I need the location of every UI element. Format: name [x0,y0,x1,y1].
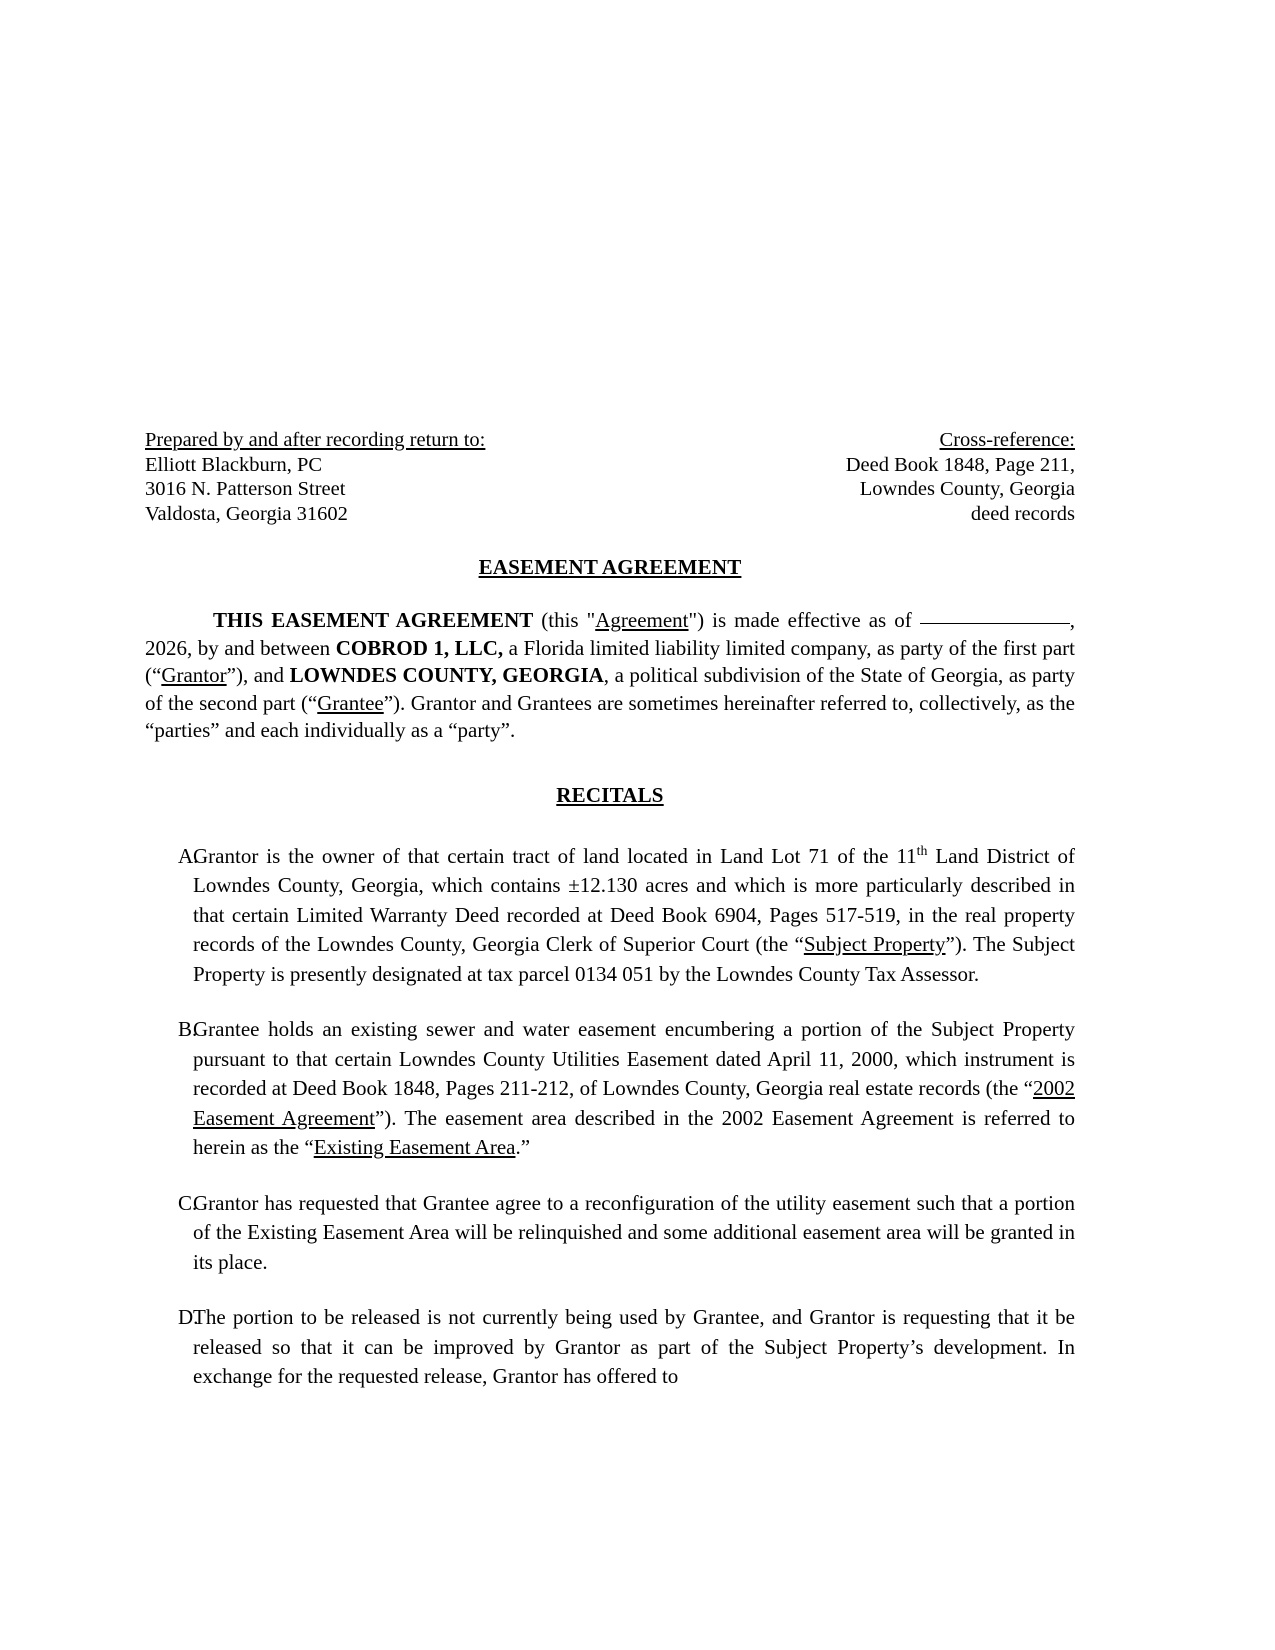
recital-a-text-2: Land District of Lowndes County, Georgia, which contains ±12.130 acres and which is more particularly described in that certain Limited Warranty Deed recorded at Deed Book 6904, Pages 517-519, in the real property records of the Lowndes County, Georgia Clerk of Superior Court (the “ [193,843,1075,956]
intro-text-1: (this " [533,608,596,632]
recital-text [193,1015,1075,1163]
recital-b-text-2: ”). The easement area described in the 2002 Easement Agreement is referred to herein as the “ [193,1105,1076,1159]
effective-date-blank [920,623,1070,624]
recitals-heading: RECITALS [556,782,664,807]
intro-lead: THIS EASEMENT AGREEMENT [213,608,534,632]
return-address-block [145,428,485,526]
recital-item-d [145,1303,1075,1392]
recital-item-a [145,842,1075,990]
document-header [145,428,1075,526]
cross-reference-line-1: Deed Book 1848, Page 211, [845,453,1075,476]
intro-text-5: ”), and [226,663,290,687]
recital-a-text-1: Grantor is the owner of that certain tract of land located in Land Lot 71 of the 11 [193,843,917,868]
defined-term-grantee: Grantee [317,690,384,715]
defined-term-2002-easement-agreement: 2002 Easement Agreement [193,1076,1075,1130]
ordinal-suffix: th [916,842,928,858]
recitals-list [145,842,1075,1392]
intro-text-6: , a political subdivision of the State of Georgia, as party of the second part (“ [145,663,1075,715]
recital-marker: B. [178,1017,198,1041]
intro-text-2: ") is made effective as of [688,608,920,632]
document-content [145,428,1075,1392]
cross-reference-block [846,428,1075,526]
grantee-name: LOWNDES COUNTY, GEORGIA [289,663,604,687]
defined-term-agreement: Agreement [595,608,689,632]
recital-marker: D. [178,1305,199,1329]
cross-reference-line-2: Lowndes County, Georgia [859,478,1075,500]
recital-item-b [145,1015,1075,1163]
recital-marker: C. [178,1190,198,1215]
page-title: EASEMENT AGREEMENT [478,555,742,579]
return-address-line-1: Elliott Blackburn, PC [145,453,323,476]
intro-text-4: a Florida limited liability limited company, as party of the first part (“ [145,635,1075,687]
return-address-line-3: Valdosta, Georgia 31602 [145,502,348,525]
recital-b-text-1: Grantee holds an existing sewer and water easement encumbering a portion of the Subject Property pursuant to that certain Lowndes County Utilities Easement dated April 11, 2000, which instrument is recorded at Deed Book 1848, Pages 211-212, of Lowndes County, Georgia real estate records (the “ [193,1017,1075,1100]
defined-term-grantor: Grantor [161,663,227,687]
recital-text: Grantor has requested that Grantee agree to a reconfiguration of the utility easement such that a portion of the Existing Easement Area will be relinquished and some additional easement area will be granted in its place. [193,1190,1075,1274]
cross-reference-line-3: deed records [970,502,1075,525]
recital-text: The portion to be released is not currently being used by Grantee, and Grantor is requesting that it be released so that it can be improved by Grantor as part of the Subject Property’s development. In exchange for the requested release, Grantor has offered to [193,1305,1075,1388]
defined-term-existing-easement-area: Existing Easement Area [313,1135,516,1159]
intro-text-3: , 2026, by and between [145,608,1075,660]
intro-paragraph [145,607,1075,745]
recital-b-text-3: .” [515,1135,531,1159]
recital-a-text-3: ”). The Subject Property is presently designated at tax parcel 0134 051 by the Lowndes County Tax Assessor. [193,932,1076,986]
recital-text [193,842,1075,990]
intro-text-7: ”). Grantor and Grantees are sometimes hereinafter referred to, collectively, as the “parties” and each individually as a “party”. [145,690,1075,742]
cross-reference-label: Cross-reference: [939,429,1075,451]
return-address-label: Prepared by and after recording return to: [145,429,486,451]
recital-item-c [145,1189,1075,1278]
recital-marker: A. [178,843,199,868]
return-address-line-2: 3016 N. Patterson Street [145,478,346,500]
grantor-name: COBROD 1, LLC, [335,635,504,660]
defined-term-subject-property: Subject Property [803,932,946,956]
